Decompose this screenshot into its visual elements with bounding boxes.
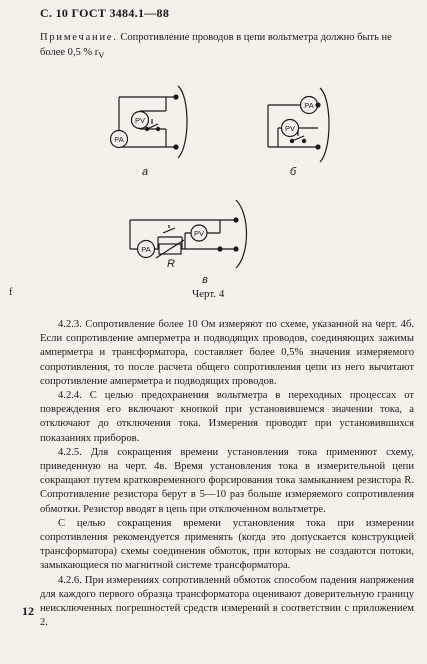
figure-caption: Черт. 4 <box>192 288 225 300</box>
circuit-a <box>111 86 188 158</box>
note-text: Сопротивление проводов в цепи вольтметра должно быть не более 0,5 % r <box>40 32 392 58</box>
label-b: б <box>289 166 297 178</box>
voltmeter-label-b: PV <box>284 124 296 133</box>
voltmeter-label-v: PV <box>193 229 205 238</box>
resistor-label: R <box>167 258 175 270</box>
transformer-outline-v <box>236 200 247 268</box>
transformer-outline-b <box>320 88 329 162</box>
circuit-v <box>130 200 247 268</box>
paragraph-4-2-3: 4.2.3. Сопротивление более 10 Ом измеряют по схеме, указанной на черт. 4б. Если сопротивление амперметра и подводящих проводов, соединяющих зажимы амперметра и трансформатора, составляет более 0,5% значения измеряемого сопротивления, то после расчета общего сопротивления цепи из него вычитают сопротивление амперметра и подводящих проводов. <box>40 319 414 387</box>
page-header: С. 10 ГОСТ 3484.1—88 <box>40 6 170 20</box>
paragraph-4-2-6: 4.2.6. При измерениях сопротивлений обмоток способом падения напряжения для каждого первого образца трансформатора оценивают доверительную границу неисключенных погрешностей средств измерений в соответствии с приложением 2. <box>40 574 414 629</box>
circuit-diagrams <box>0 0 427 300</box>
note-subscript: V <box>98 50 105 61</box>
ammeter-label-v: PA <box>141 245 151 254</box>
paragraph-4-2-5: 4.2.5. Для сокращения времени установления тока применяют схему, приведенную на черт. 4в. Время установления тока в измерительной цепи сокращают путем кратковременного форсирования тока замыканием резистора R. Сопротивление резистора берут в 5—10 раз больше измеряемого сопротивления обмотки. Резистор вводят в цепь при отключенном вольтметре. <box>40 446 414 515</box>
body-text <box>40 318 414 630</box>
transformer-outline-a <box>178 86 187 158</box>
margin-mark: f <box>9 287 13 298</box>
label-v: в <box>202 274 208 286</box>
voltmeter-label-a: PV <box>134 116 146 125</box>
page-number: 12 <box>22 604 34 618</box>
circuit-b <box>268 88 329 162</box>
note-lead: Примечание. <box>40 32 118 43</box>
ammeter-label-b: PA <box>304 101 314 110</box>
paragraph-recommendation: С целью сокращения времени установления тока при измерении сопротивления рекомендуется применять (когда это допускается конструкцией трансформатора) схемы соединения обмоток, при которых не создаются потоки, замыкающиеся по магнитной системе трансформатора. <box>40 517 414 572</box>
ammeter-label-a: PA <box>114 135 124 144</box>
label-a: а <box>141 166 149 178</box>
paragraph-4-2-4: 4.2.4. С целью предохранения вольтметра в переходных процессах от повреждения его включают кнопкой при установившемся значении тока, а отключают до отключения тока. Измерения проводят при установившихся показаниях приборов. <box>40 390 414 444</box>
